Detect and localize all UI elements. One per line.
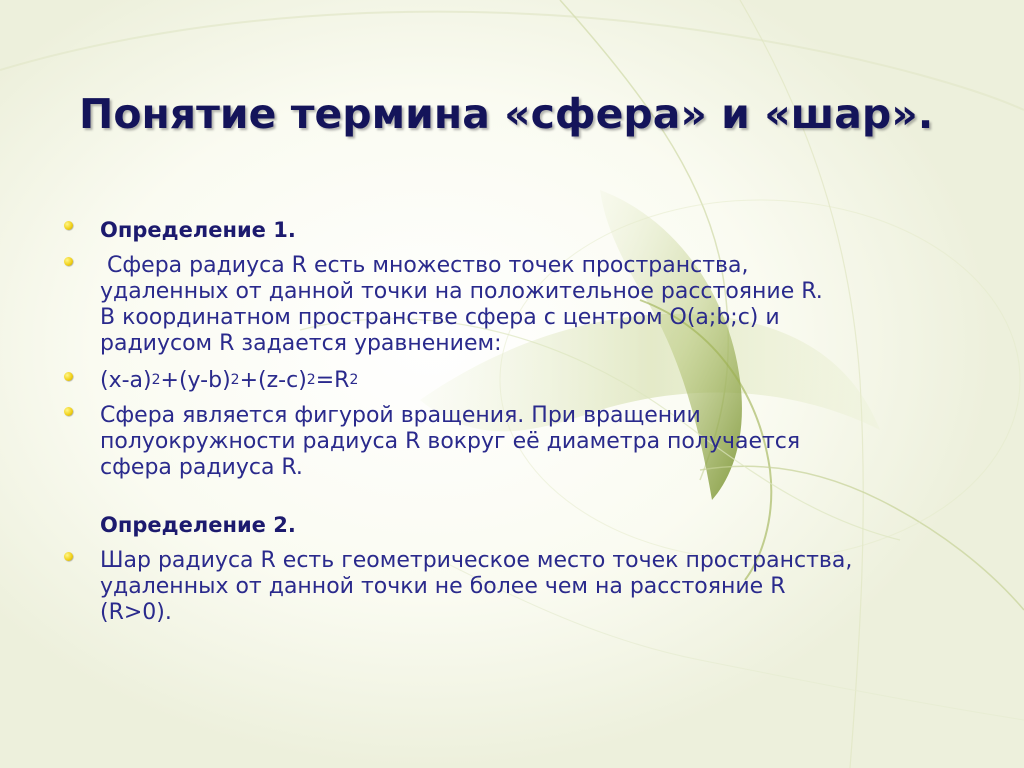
equation-exponent: 2: [349, 372, 359, 388]
definition-2-heading: Определение 2.: [100, 513, 296, 537]
rotation-line: сфера радиуса R.: [100, 455, 303, 480]
list-item-ball-definition: [100, 548, 980, 626]
bullet-icon: [64, 257, 73, 266]
equation-exponent: 2: [230, 372, 240, 388]
equation-term: +(y-b): [160, 368, 231, 393]
sphere-definition-line: Сфера радиуса R есть множество точек пространства,: [100, 253, 749, 278]
bullet-icon: [64, 372, 73, 381]
bullet-icon: [64, 407, 73, 416]
definition-2-block: [100, 512, 980, 538]
bullet-icon: [64, 221, 73, 230]
ball-definition-line: Шар радиуса R есть геометрическое место точек пространства,: [100, 548, 853, 573]
list-item-sphere-definition: [100, 253, 980, 357]
sphere-definition-line: В координатном пространстве сфера с центром О(a;b;c) и: [100, 305, 780, 330]
definition-1-heading: Определение 1.: [100, 218, 296, 242]
equation-term: (x-a): [100, 368, 152, 393]
list-item-definition-1-heading: [100, 217, 980, 243]
equation-exponent: 2: [151, 372, 161, 388]
bullet-icon: [64, 552, 73, 561]
rotation-line: полуокружности радиуса R вокруг её диаметра получается: [100, 429, 801, 454]
equation-term: =R: [315, 368, 350, 393]
ball-definition-line: удаленных от данной точки не более чем на расстояние R: [100, 574, 786, 599]
list-item-rotation: [100, 403, 980, 481]
slide-title: Понятие термина «сфера» и «шар».: [79, 90, 934, 138]
equation-term: +(z-c): [239, 368, 307, 393]
equation-exponent: 2: [306, 372, 316, 388]
sphere-definition-line: радиусом R задается уравнением:: [100, 331, 502, 356]
rotation-line: Сфера является фигурой вращения. При вращении: [100, 403, 701, 428]
ball-definition-line: (R>0).: [100, 600, 172, 625]
sphere-equation: [100, 368, 980, 394]
sphere-definition-line: удаленных от данной точки на положительное расстояние R.: [100, 279, 823, 304]
list-item-sphere-equation: [100, 368, 980, 394]
